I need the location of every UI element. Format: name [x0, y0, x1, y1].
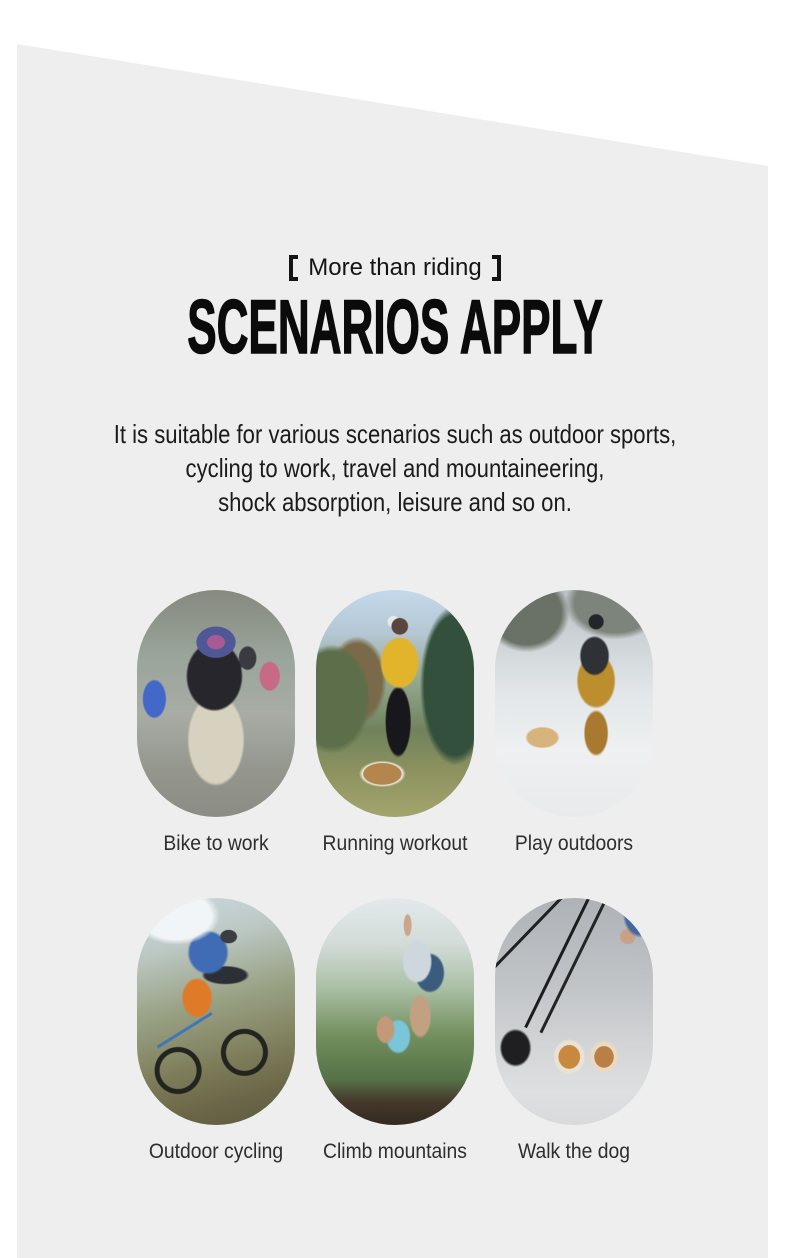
left-lenticular-bracket-icon [289, 255, 298, 281]
description-line: It is suitable for various scenarios such as outdoor sports, [113, 419, 677, 449]
bike-to-work-photo [137, 590, 295, 817]
scenario-caption: Running workout [322, 832, 468, 855]
running-workout-photo [316, 590, 474, 817]
scenario-card-running-workout [316, 590, 474, 857]
section-title: SCENARIOS APPLY [187, 285, 603, 370]
description-line: shock absorption, leisure and so on. [218, 487, 572, 517]
scenario-caption: Play outdoors [514, 832, 634, 855]
scenario-card-outdoor-cycling [137, 898, 295, 1165]
outdoor-cycling-photo [137, 898, 295, 1125]
scenario-caption: Outdoor cycling [148, 1140, 284, 1163]
play-outdoors-photo [495, 590, 653, 817]
tagline-text: More than riding [308, 254, 482, 281]
scenario-card-walk-the-dog [495, 898, 653, 1165]
scenario-caption: Bike to work [163, 832, 269, 855]
scenario-row-2 [0, 898, 790, 1165]
scenario-row-1 [0, 590, 790, 857]
scenario-card-climb-mountains [316, 898, 474, 1165]
description-line: cycling to work, travel and mountaineering, [185, 453, 605, 483]
scenario-caption: Climb mountains [323, 1140, 467, 1163]
right-lenticular-bracket-icon [492, 255, 501, 281]
climb-mountains-photo [316, 898, 474, 1125]
tagline [0, 253, 790, 283]
scenario-card-play-outdoors [495, 590, 653, 857]
description [59, 417, 731, 519]
scenario-caption: Walk the dog [517, 1140, 631, 1163]
walk-the-dog-photo [495, 898, 653, 1125]
scenario-card-bike-to-work [137, 590, 295, 857]
